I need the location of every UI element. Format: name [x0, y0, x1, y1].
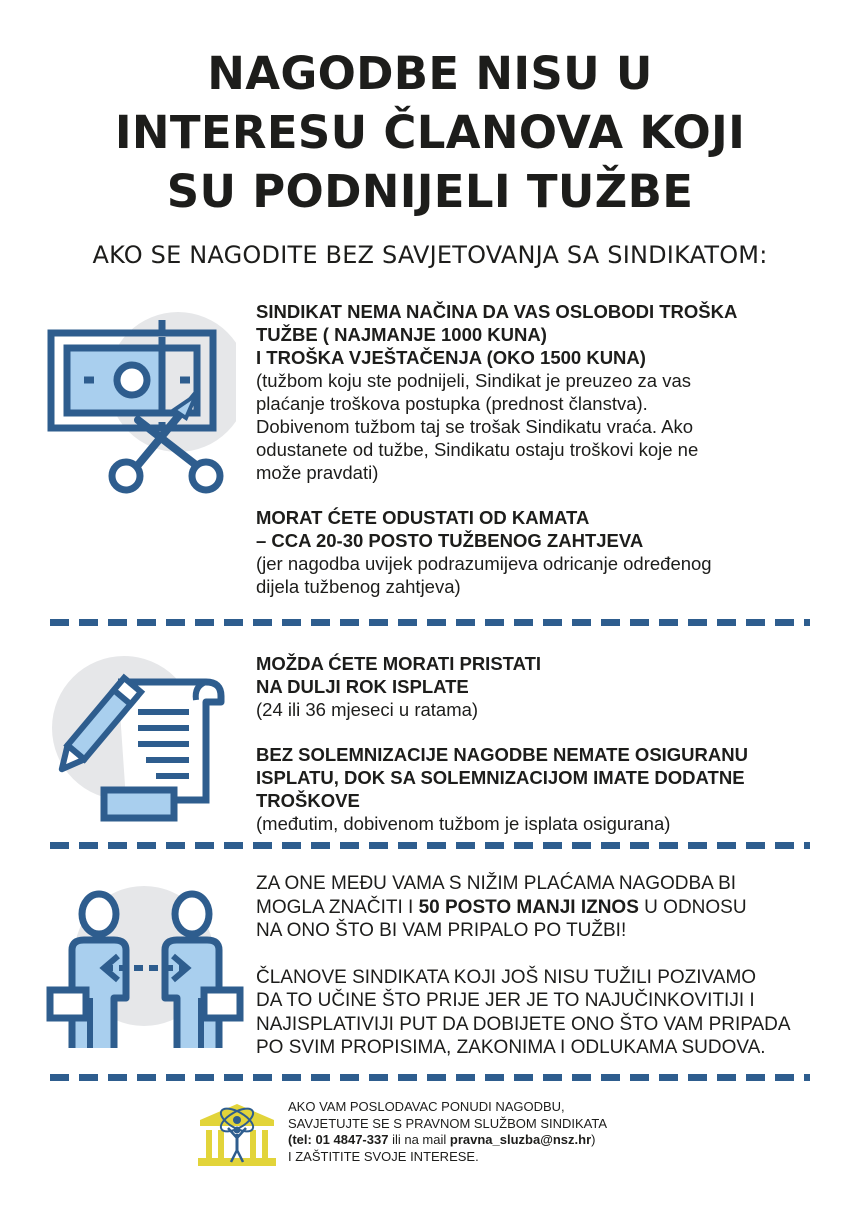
- section-2-body-2: (međutim, dobivenom tužbom je isplata osigurana): [256, 813, 671, 834]
- footer-text: AKO VAM POSLODAVAC PONUDI NAGODBU, SAVJETUJTE SE S PRAVNOM SLUŽBOM SINDIKATA (tel: 01 4847-337 ili na mail pravna_sluzba@nsz.hr) I ZAŠTITITE SVOJE INTERESE.: [288, 1099, 608, 1164]
- section-3-text: [256, 872, 791, 1060]
- pen-scroll-icon: [46, 650, 246, 830]
- title-line-1: NAGODBE NISU U: [207, 47, 653, 100]
- highlight-amount: 50 POSTO MANJI IZNOS: [418, 896, 639, 918]
- footer-email-link[interactable]: pravna_sluzba@nsz.hr: [449, 1132, 592, 1147]
- union-logo-icon: [196, 1100, 278, 1170]
- section-3-paragraph-1: ZA ONE MEĐU VAMA S NIŽIM PLAĆAMA NAGODBA BI MOGLA ZNAČITI I 50 POSTO MANJI IZNOS U ODNOSU NA ONO ŠTO BI VAM PRIPALO PO TUŽBI!: [256, 873, 747, 941]
- section-1-text: [256, 300, 737, 598]
- page-subtitle: AKO SE NAGODITE BEZ SAVJETOVANJA SA SINDIKATOM:: [92, 241, 768, 269]
- section-2-text: [256, 652, 748, 835]
- people-exchange-icon: [44, 878, 244, 1053]
- page-title: [0, 44, 860, 221]
- title-line-3: SU PODNIJELI TUŽBE: [166, 165, 694, 218]
- section-3-paragraph-2: ČLANOVE SINDIKATA KOJI JOŠ NISU TUŽILI POZIVAMO DA TO UČINE ŠTO PRIJE JER JE TO NAJUČINKOVITIJI I NAJISPLATIVIJI PUT DA DOBIJETE ONO ŠTO VAM PRIPADA PO SVIM PROPISIMA, ZAKONIMA I ODLUKAMA SUDOVA.: [256, 966, 791, 1058]
- section-2-body-1: (24 ili 36 mjeseci u ratama): [256, 699, 479, 720]
- money-scissors-icon: [46, 300, 236, 500]
- section-divider-3: [50, 1074, 810, 1081]
- section-divider-1: [50, 619, 810, 626]
- section-divider-2: [50, 842, 810, 849]
- section-2-heading-1: MOŽDA ĆETE MORATI PRISTATI NA DULJI ROK ISPLATE: [256, 653, 542, 697]
- section-1-heading-1: SINDIKAT NEMA NAČINA DA VAS OSLOBODI TROŠKA TUŽBE ( NAJMANJE 1000 KUNA) I TROŠKA VJEŠTAČENJA (OKO 1500 KUNA): [256, 301, 738, 368]
- section-1-body-2: (jer nagodba uvijek podrazumijeva odricanje određenog dijela tužbenog zahtjeva): [256, 553, 712, 597]
- section-1-heading-2: MORAT ĆETE ODUSTATI OD KAMATA – CCA 20-30 POSTO TUŽBENOG ZAHTJEVA: [256, 507, 644, 551]
- section-1-body-1: (tužbom koju ste podnijeli, Sindikat je preuzeo za vas plaćanje troškova postupka (prednost članstva). Dobivenom tužbom taj se trošak Sindikatu vraća. Ako odustanete od tužbe, Sindikatu ostaju troškovi koje ne može pravdati): [256, 370, 699, 483]
- title-line-2: INTERESU ČLANOVA KOJI: [114, 106, 746, 159]
- section-2-heading-2: BEZ SOLEMNIZACIJE NAGODBE NEMATE OSIGURANU ISPLATU, DOK SA SOLEMNIZACIJOM IMATE DODATNE TROŠKOVE: [256, 744, 748, 811]
- footer-phone: (tel: 01 4847-337: [288, 1132, 389, 1147]
